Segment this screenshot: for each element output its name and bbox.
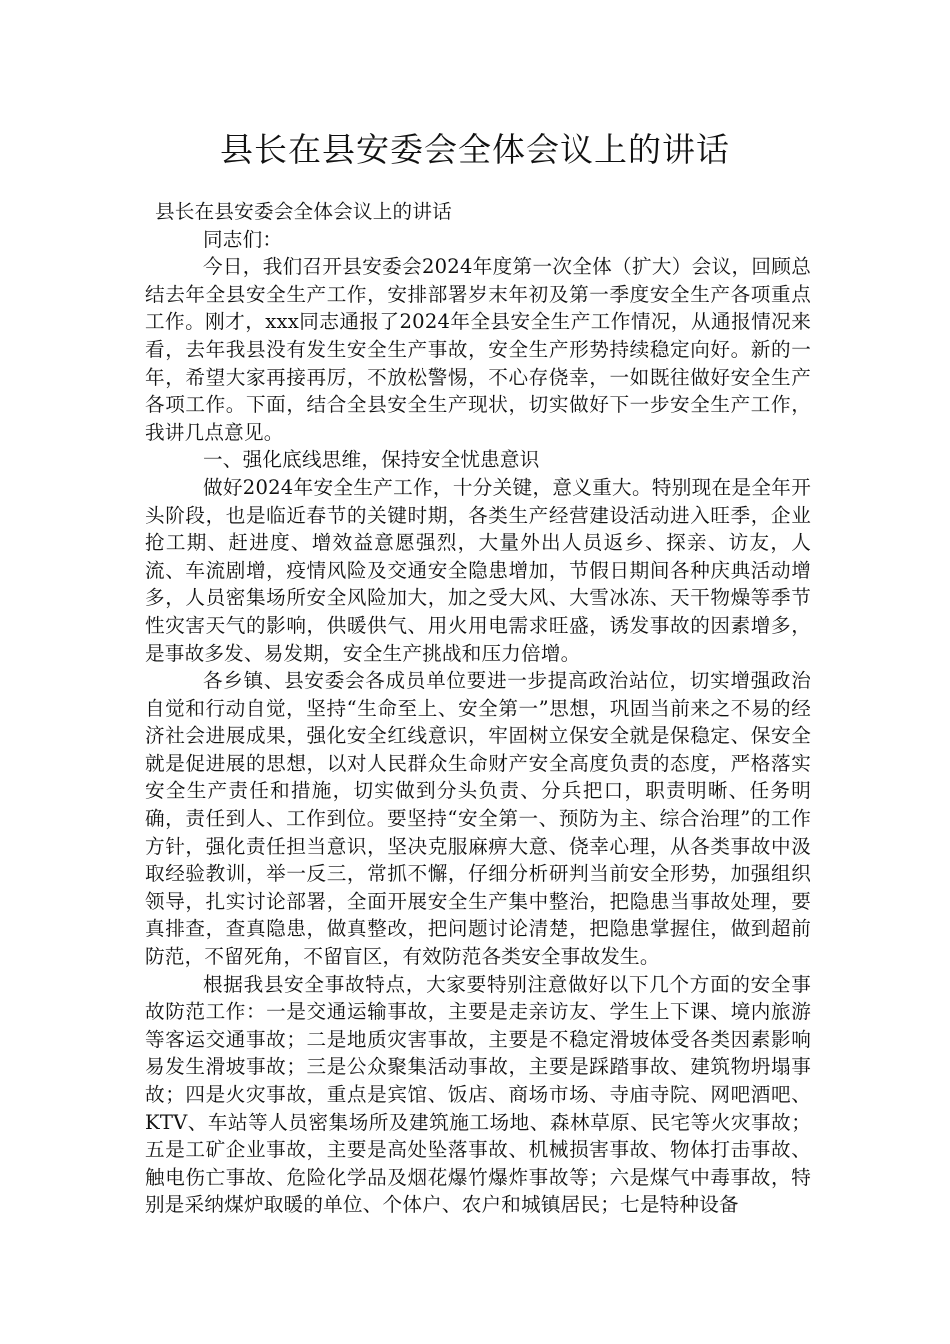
section-heading-1: 一、强化底线思维，保持安全忧患意识: [203, 448, 540, 472]
paragraph-2: 做好2024年安全生产工作，十分关键，意义重大。特别现在是全年开头阶段，也是临近春节的关键时期，各类生产经营建设活动进入旺季，企业抢工期、赶进度、增效益意愿强烈，大量外出人员返乡、探亲、访友，人流、车流剧增，疫情风险及交通安全隐患增加，节假日期间各种庆典活动增多，人员密集场所安全风险加大，加之受大风、大雪冰冻、天干物燥等季节性灾害天气的影响，供暖供气、用火用电需求旺盛，诱发事故的因素增多，是事故多发、易发期，安全生产挑战和压力倍增。: [145, 475, 811, 665]
document-title: 县长在县安委会全体会议上的讲话: [220, 130, 730, 169]
paragraph-3: 各乡镇、县安委会各成员单位要进一步提高政治站位，切实增强政治自觉和行动自觉，坚持“生命至上、安全第一”思想，巩固当前来之不易的经济社会进展成果，强化安全红线意识，牢固树立保安全就是保稳定、保安全就是促进展的思想，以对人民群众生命财产安全高度负责的态度，严格落实安全生产责任和措施，切实做到分头负责、分兵把口，职责明晰、任务明确，责任到人、工作到位。要坚持“安全第一、预防为主、综合治理”的工作方针，强化责任担当意识，坚决克服麻痹大意、侥幸心理，从各类事故中汲取经验教训，举一反三，常抓不懈，仔细分析研判当前安全形势，加强组织领导，扎实讨论部署，全面开展安全生产集中整治，把隐患当事故处理，要真排查，查真隐患，做真整改，把问题讨论清楚，把隐患掌握住，做到超前防范，不留死角，不留盲区，有效防范各类安全事故发生。: [145, 669, 811, 969]
paragraph-4: 根据我县安全事故特点，大家要特别注意做好以下几个方面的安全事故防范工作：一是交通运输事故，主要是走亲访友、学生上下课、境内旅游等客运交通事故；二是地质灾害事故，主要是不稳定滑坡体受各类因素影响易发生滑坡事故；三是公众聚集活动事故，主要是踩踏事故、建筑物坍塌事故；四是火灾事故，重点是宾馆、饭店、商场市场、寺庙寺院、网吧酒吧、KTV、车站等人员密集场所及建筑施工场地、森林草原、民宅等火灾事故；五是工矿企业事故，主要是高处坠落事故、机械损害事故、物体打击事故、触电伤亡事故、危险化学品及烟花爆竹爆炸事故等；六是煤气中毒事故，特别是采纳煤炉取暖的单位、个体户、农户和城镇居民；七是特种设备: [145, 972, 811, 1217]
document-subtitle: 县长在县安委会全体会议上的讲话: [155, 200, 452, 223]
document-body: [145, 198, 811, 1219]
salutation: 同志们：: [203, 227, 283, 251]
paragraph-1: 今日，我们召开县安委会2024年度第一次全体（扩大）会议，回顾总结去年全县安全生产工作，安排部署岁末年初及第一季度安全生产各项重点工作。刚才，xxx同志通报了2024年全县安全生产工作情况，从通报情况来看，去年我县没有发生安全生产事故，安全生产形势持续稳定向好。新的一年，希望大家再接再厉，不放松警惕，不心存侥幸，一如既往做好安全生产各项工作。下面，结合全县安全生产现状，切实做好下一步安全生产工作，我讲几点意见。: [145, 255, 811, 444]
